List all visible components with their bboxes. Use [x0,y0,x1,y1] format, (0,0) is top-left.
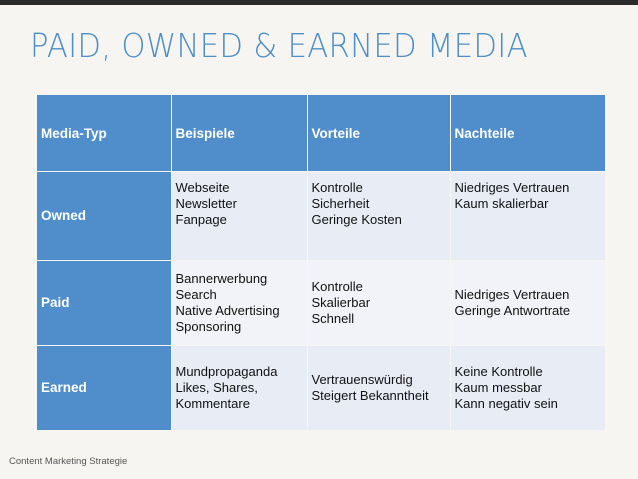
vorteile-cell [307,261,450,346]
table-row-owned [37,172,605,261]
beispiele-cell [171,346,307,431]
cell-line: Niedriges Vertrauen [454,287,570,302]
cell-line: Native Advertising [175,303,280,318]
header-beispiele: Beispiele [171,95,307,172]
cell-line: Vertrauenswürdig [311,372,413,387]
cell-line: Skalierbar [311,295,371,310]
header-media-typ: Media-Typ [37,95,171,172]
cell-line: Search [175,287,217,302]
cell-line: Fanpage [175,212,227,227]
cell-line: Geringe Antwortrate [454,303,571,318]
media-type-cell: Owned [37,172,171,261]
cell-line: Kann negativ sein [454,396,558,411]
media-type-cell: Paid [37,261,171,346]
top-bar [0,0,638,5]
nachteile-cell [450,172,605,261]
vorteile-cell [307,346,450,431]
cell-line: Sponsoring [175,319,242,334]
nachteile-cell [450,261,605,346]
cell-line: Sicherheit [311,196,370,211]
vorteile-cell [307,172,450,261]
cell-line: Keine Kontrolle [454,364,543,379]
footer-text: Content Marketing Strategie [9,456,128,467]
cell-line: Schnell [311,311,355,326]
media-type-cell: Earned [37,346,171,431]
cell-line: Mundpropaganda [175,364,278,379]
cell-line: Bannerwerbung [175,271,268,286]
cell-line: Steigert Bekanntheit [311,388,429,403]
cell-line: Kaum messbar [454,380,542,395]
header-vorteile: Vorteile [307,95,450,172]
table-row-paid [37,261,605,346]
cell-line: Newsletter [175,196,237,211]
cell-line: Kaum skalierbar [454,196,549,211]
table-row-earned [37,346,605,431]
cell-line: Niedriges Vertrauen [454,180,570,195]
cell-line: Geringe Kosten [311,212,402,227]
beispiele-cell [171,261,307,346]
cell-line: Kontrolle [311,279,363,294]
cell-line: Likes, Shares, [175,380,258,395]
cell-line: Kontrolle [311,180,363,195]
beispiele-cell [171,172,307,261]
slide-title: PAID, OWNED & EARNED MEDIA [30,26,528,65]
nachteile-cell [450,346,605,431]
cell-line: Kommentare [175,396,250,411]
media-table [37,95,605,430]
cell-line: Webseite [175,180,230,195]
table-header-row [37,95,605,172]
header-nachteile: Nachteile [450,95,605,172]
